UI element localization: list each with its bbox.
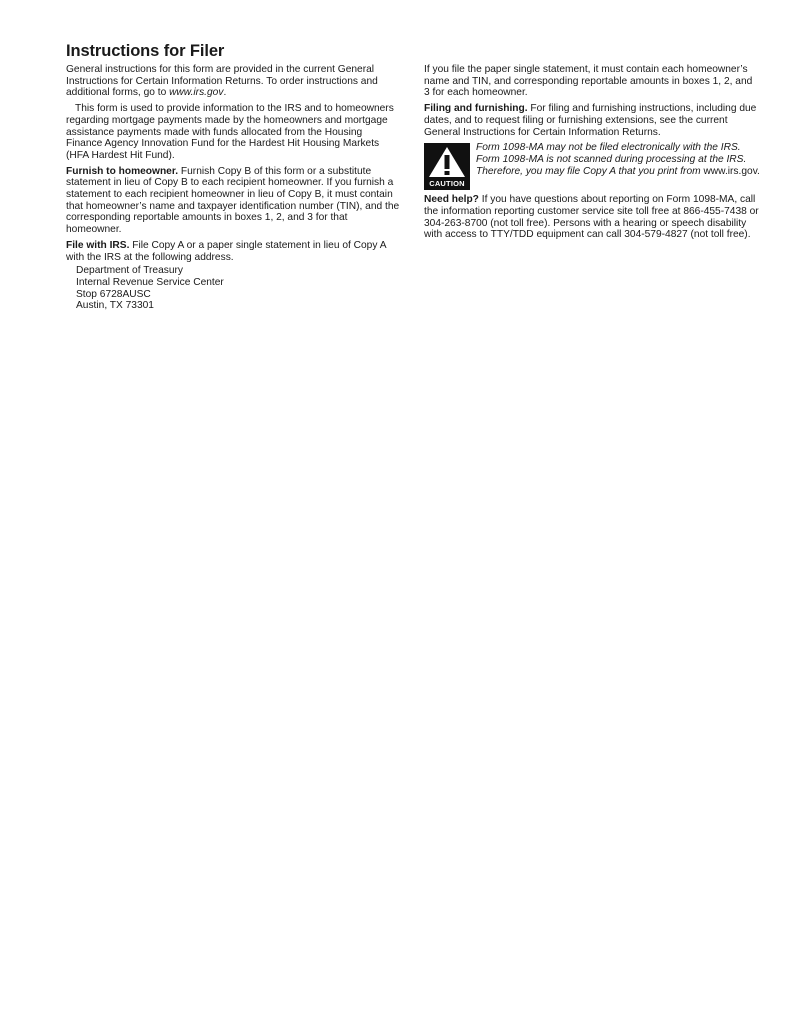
help-paragraph: Need help? If you have questions about reporting on Form 1098-MA, call the information reporting customer service site toll free at 866-455-7438 or 304-263-8700 (not toll free). Persons with a hearing or speech disability with access to TTY/TDD equipment can call 304-579-4827 (not toll free). <box>424 194 759 241</box>
purpose-paragraph: This form is used to provide information to the IRS and to homeowners regarding mortgage payments made by the homeowners and mortgage assistance payments made with funds allocated from the Housing Finance Agency Innovation Fund for the Hardest Hit Housing Markets (HFA Hardest Hit Fund). <box>66 103 394 161</box>
caution-label: CAUTION <box>429 179 465 189</box>
warning-triangle-icon <box>428 146 466 178</box>
furnish-heading: Furnish to homeowner. <box>66 165 179 177</box>
page-title: Instructions for Filer <box>66 42 225 60</box>
furnish-paragraph: Furnish to homeowner. Furnish Copy B of this form or a substitute statement in lieu of Copy B to each recipient homeowner. If you furnish a statement to each recipient homeowner in lieu of Copy B, it must contain that homeowner’s name and taxpayer identification number (TIN), and the corresponding reportable amounts in boxes 1, 2, and 3 for that homeowner. <box>66 165 400 236</box>
filing-paragraph: Filing and furnishing. For filing and furnishing instructions, including due dates, and to request filing or furnishing extensions, see the current General Instructions for Certain Information Returns. <box>424 103 757 138</box>
irs-website-link[interactable]: www.irs.gov <box>169 87 224 99</box>
address-line: Department of Treasury <box>76 265 184 277</box>
right-column <box>424 64 760 245</box>
file-with-irs-heading: File with IRS. <box>66 239 130 251</box>
address-line: Stop 6728AUSC <box>76 288 151 300</box>
paper-statement-paragraph: If you file the paper single statement, it must contain each homeowner’s name and TIN, and corresponding reportable amounts in boxes 1, 2, and 3 for each homeowner. <box>424 64 753 99</box>
caution-text: Form 1098-MA may not be filed electronically with the IRS. Form 1098-MA is not scanned during processing at the IRS. Therefore, you may file Copy A that you print from www.irs.gov. <box>476 142 760 177</box>
file-with-irs-paragraph: File with IRS. File Copy A or a paper single statement in lieu of Copy A with the IRS at the following address. <box>66 239 386 263</box>
caution-block <box>424 142 760 190</box>
filing-heading: Filing and furnishing. <box>424 103 528 115</box>
address-line: Austin, TX 73301 <box>76 300 154 312</box>
intro-paragraph: General instructions for this form are provided in the current General Instructions for Certain Information Returns. To order instructions and additional forms, go to www.irs.gov. <box>66 64 378 99</box>
mailing-address <box>66 265 401 312</box>
help-heading: Need help? <box>424 194 479 206</box>
address-line: Internal Revenue Service Center <box>76 276 224 288</box>
caution-icon <box>424 143 470 190</box>
left-column <box>66 64 401 312</box>
